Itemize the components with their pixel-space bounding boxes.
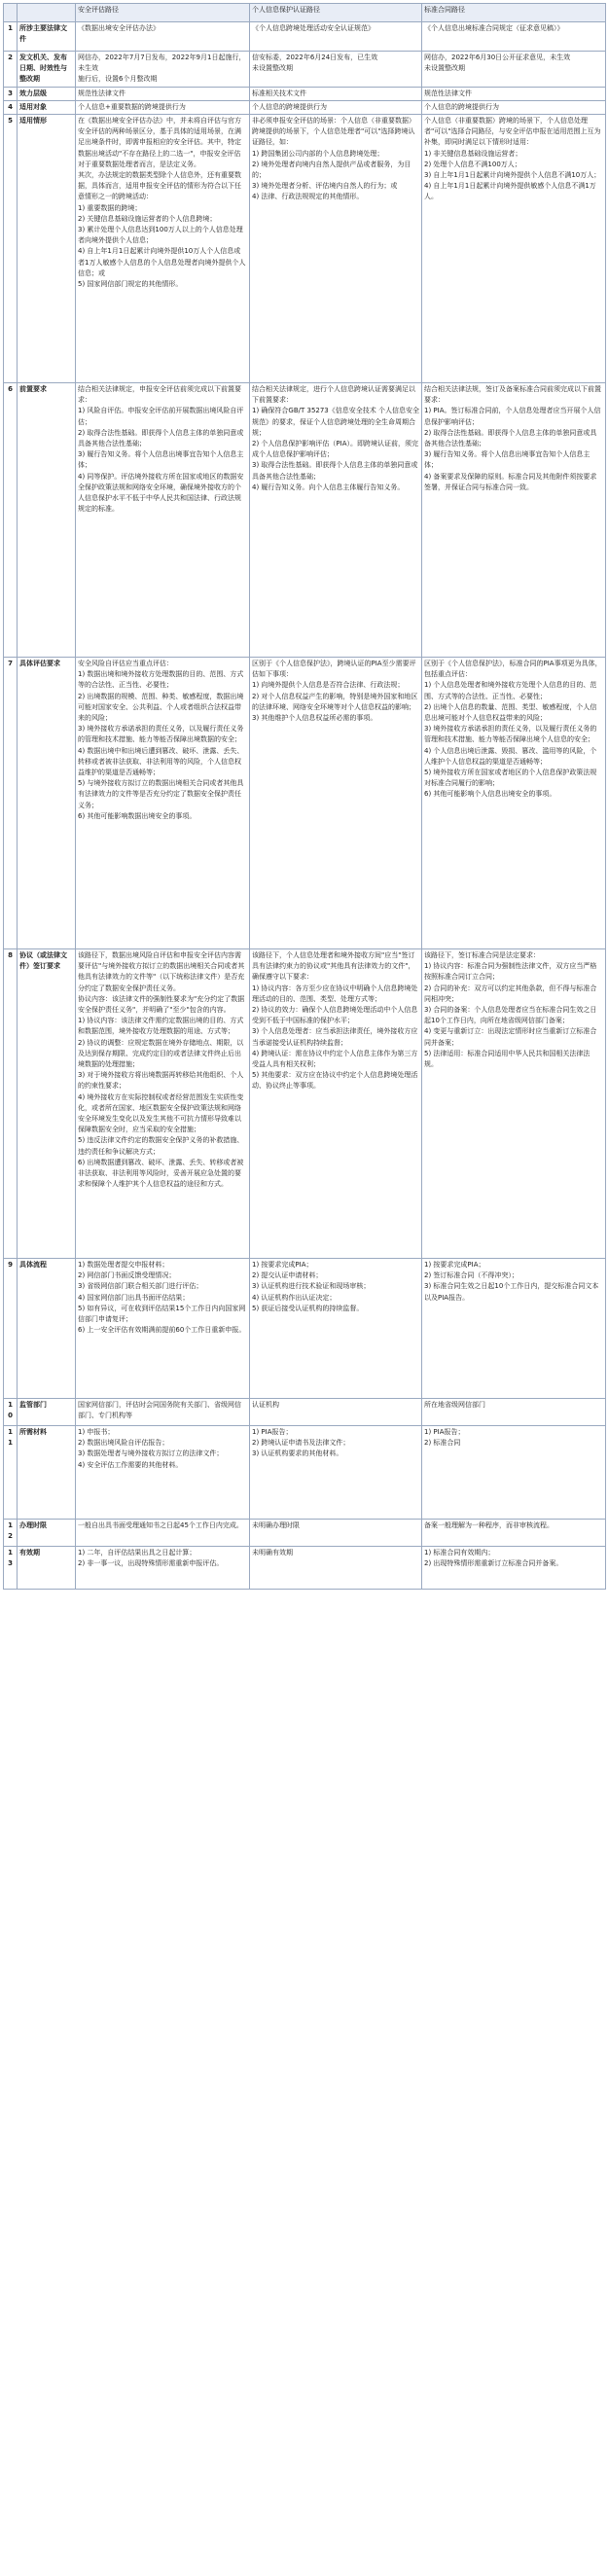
cell-line: 所在地省级网信部门 <box>424 1401 485 1410</box>
cell-line: 1) 确保符合GB/T 35273《信息安全技术 个人信息安全规范》的要求，保证个人信息跨境处理的全生命周期合规； <box>252 407 419 437</box>
row-number: 12 <box>4 1520 18 1547</box>
cell-line: 2) 协议的调整：应规定数据在境外存储地点、期限，以及达到保存期限、完成约定目的或者法律文件终止后出境数据的处理措施； <box>78 1038 244 1069</box>
cell-standard-contract <box>422 949 606 1259</box>
cell-security-assessment <box>76 22 250 52</box>
row-number: 9 <box>4 1259 18 1399</box>
cell-line: 该路径下，数据出境风险自评估和申报安全评估内容需要评估"与境外接收方拟订立的数据出境相关合同或者其他具有法律效力的文件等"（以下统称法律文件）是否充分约定了数据安全保护责任义务。 <box>78 951 245 992</box>
cell-line: 国家网信部门，评估时会同国务院有关部门、省级网信部门、专门机构等 <box>78 1401 241 1420</box>
cell-line: 3) 取得合法性基础。即获得个人信息主体的单独同意或具备其他合法性基础； <box>252 461 418 481</box>
cell-line: 规范性法律文件 <box>424 89 472 97</box>
cell-line: 未明确有效期 <box>252 1549 293 1557</box>
cell-line: 施行后，设置6个月整改期 <box>78 75 158 84</box>
row-label: 前置要求 <box>18 383 76 658</box>
cell-line: 1) 协议内容：该法律文件需约定数据出境的目的、方式和数据范围，境外接收方处理数据的用途、方式等； <box>78 1017 244 1036</box>
cell-standard-contract <box>422 1259 606 1399</box>
cell-line: 5) 国家网信部门规定的其他情形。 <box>78 280 183 289</box>
cell-line: 《个人信息跨境处理活动安全认证规范》 <box>252 24 375 32</box>
cell-line: 网信办，2022年7月7日发布，2022年9月1日起施行，未生效 <box>78 54 246 73</box>
row-number: 1 <box>4 22 18 52</box>
row-label: 办理时限 <box>18 1520 76 1547</box>
cell-line: 3) 累计处理个人信息达到100万人以上的个人信息处理者向境外提供个人信息； <box>78 226 243 245</box>
cell-line: 备案一般理解为一种程序，而非审核流程。 <box>424 1521 554 1530</box>
cell-line: 2) 非一事一议，出现特殊情形需重新申报评估。 <box>78 1559 224 1568</box>
cell-line: 其次，办法规定的数据类型除个人信息外，还有重要数据，具体而言，适用申报安全评估的情形为符合以下任意情形之一的跨境活动： <box>78 171 241 201</box>
cell-line: 1) 协议内容：各方至少应在协议中明确个人信息跨境处理活动的目的、范围、类型、处理方式等； <box>252 984 418 1003</box>
cell-line: 3) 境外接收方承诺承担的责任义务，以及履行责任义务的管理和技术措施、能力等能否保障出境个人信息的安全； <box>424 725 597 744</box>
cell-line: 2) 境外处理者向境内自然人提供产品或者服务，为目的； <box>252 160 411 180</box>
cell-line: 2) 提交认证申请材料； <box>252 1271 323 1280</box>
cell-line: 1) 按要求完成PIA； <box>252 1261 313 1270</box>
cell-security-assessment <box>76 949 250 1259</box>
cell-standard-contract <box>422 115 606 383</box>
cell-line: 1) PIA报告； <box>424 1428 465 1437</box>
cell-security-assessment <box>76 383 250 658</box>
cell-line: 4) 备案要求及保障的原则。标准合同及其他附件须按要求签署，并保证合同与标准合同一致。 <box>424 472 597 491</box>
cell-line: 个人信息（非重要数据）跨境的场景下，个人信息处理者"可以"选择合同路径，与安全评估申报在适用范围上互为补集，即同时满足以下情形时适用： <box>424 117 601 147</box>
cell-line: 5) 法律适用：标准合同适用中华人民共和国相关法律法规。 <box>424 1049 590 1069</box>
cell-line: 4) 个人信息出境后泄露、毁损、篡改、滥用等的风险，个人维护个人信息权益的渠道是否通畅等； <box>424 746 597 766</box>
cell-line: 区别于《个人信息保护法》，跨境认证的PIA至少需要评估如下事项： <box>252 660 416 679</box>
row-label: 所涉主要法律文件 <box>18 22 76 52</box>
header-standard-contract: 标准合同路径 <box>422 4 606 22</box>
row-label: 具体评估要求 <box>18 658 76 949</box>
cell-line: 1) 跨国集团公司内部的个人信息跨境处理； <box>252 149 384 158</box>
cell-line: 4) 境外接收方在实际控制权或者经营范围发生实质性变化，或者所在国家、地区数据安全保护政策法规和网络安全环境发生变化以及发生其他不可抗力情形导致难以保障数据安全时，应当采取的安全措施； <box>78 1092 244 1134</box>
table-row <box>4 100 606 114</box>
cell-line: 区别于《个人信息保护法》，标准合同的PIA事项更为具体，包括重点评估： <box>424 660 602 679</box>
row-label: 所需材料 <box>18 1426 76 1520</box>
cell-certification <box>250 383 422 658</box>
cell-line: 2) 出现特殊情形需重新订立标准合同并备案。 <box>424 1559 563 1568</box>
cell-line: 2) 出境数据的规模、范围、种类、敏感程度，数据出境可能对国家安全、公共利益、个人或者组织合法权益带来的风险； <box>78 692 244 723</box>
cell-line: 5) 违反法律文件约定的数据安全保护义务的补救措施、违约责任和争议解决方式； <box>78 1136 244 1156</box>
cell-line: 6) 其他可能影响数据出境安全的事项。 <box>78 811 197 820</box>
table-body <box>4 22 606 1590</box>
cell-line: 1) 重要数据的跨境； <box>78 203 142 212</box>
cell-line: 规范性法律文件 <box>78 89 125 97</box>
cell-line: 3) 认证机构要求的其他材料。 <box>252 1449 343 1458</box>
cell-security-assessment <box>76 1259 250 1399</box>
table-row <box>4 87 606 100</box>
cell-line: 2) 取得合法性基础。即获得个人信息主体的单独同意或具备其他合法性基础； <box>78 428 244 448</box>
row-number: 6 <box>4 383 18 658</box>
cell-certification <box>250 1426 422 1520</box>
cell-line: 3) 履行告知义务。将个人信息出境事宜告知个人信息主体； <box>78 450 244 470</box>
cell-line: 网信办，2022年6月30日公开征求意见，未生效 <box>424 54 571 61</box>
cell-line: 标准相关技术文件 <box>252 89 306 97</box>
cell-line: 未设置整改期 <box>424 64 465 73</box>
row-label: 监管部门 <box>18 1399 76 1426</box>
row-label: 具体流程 <box>18 1259 76 1399</box>
cell-line: 4) 变更与重新订立：出现法定情形时应当重新订立标准合同并备案； <box>424 1027 597 1047</box>
header-no <box>4 4 18 22</box>
cell-line: 协议内容：该法律文件的强制性要求为"充分约定了数据安全保护责任义务"，并明确了"至少"包含的内容。 <box>78 994 245 1015</box>
cell-line: 3) 对于境外接收方将出境数据再转移给其他组织、个人的约束性要求； <box>78 1071 244 1091</box>
cell-line: 1) 按要求完成PIA； <box>424 1261 485 1270</box>
cell-line: 3) 标准合同生效之日起10个工作日内，提交标准合同文本以及PIA报告。 <box>424 1282 599 1302</box>
cell-line: 1) 二年，自评估结果出具之日起计算； <box>78 1549 197 1557</box>
cell-line: 1) 申报书； <box>78 1428 115 1437</box>
cell-certification <box>250 949 422 1259</box>
cell-line: 3) 自上年1月1日起累计向境外提供个人信息不满10万人； <box>424 171 601 180</box>
row-number: 10 <box>4 1399 18 1426</box>
cell-line: 4) 安全评估工作需要的其他材料。 <box>78 1460 183 1469</box>
cell-certification <box>250 1259 422 1399</box>
row-label: 有效期 <box>18 1547 76 1590</box>
header-certification: 个人信息保护认证路径 <box>250 4 422 22</box>
cell-line: 2) 对个人信息权益产生的影响，特别是境外国家和地区的法律环境、网络安全环境等对个人信息权益的影响； <box>252 692 418 711</box>
cell-line: 3) 个人信息处理者：应当承担法律责任，境外接收方应当承诺接受认证机构持续监督； <box>252 1027 418 1047</box>
table-row <box>4 22 606 52</box>
cell-line: 6) 其他可能影响个人信息出境安全的事项。 <box>424 790 556 799</box>
table-header-row <box>4 4 606 22</box>
cell-line: 非必须申报安全评估的场景：个人信息（非重要数据）跨境提供的场景下，个人信息处理者"可以"选择跨境认证路径，如： <box>252 117 415 147</box>
cell-line: 1) 数据出境和境外接收方处理数据的目的、范围、方式等的合法性、正当性、必要性； <box>78 670 244 690</box>
cell-security-assessment <box>76 658 250 949</box>
cell-line: 4) 国家网信部门出具书面评估结果； <box>78 1293 190 1302</box>
cell-line: 3) 境外处理者分析、评估境内自然人的行为；或 <box>252 182 398 191</box>
cell-line: 2) 合同的补充：双方可以约定其他条款，但不得与标准合同相冲突； <box>424 984 597 1003</box>
cell-line: 5) 与境外接收方拟订立的数据出境相关合同或者其他具有法律效力的文件等是否充分约定了数据安全保护责任义务； <box>78 779 244 809</box>
cell-line: 《个人信息出境标准合同规定（征求意见稿）》 <box>424 24 564 32</box>
cell-security-assessment <box>76 87 250 100</box>
cell-security-assessment <box>76 1520 250 1547</box>
cell-security-assessment <box>76 1399 250 1426</box>
header-label <box>18 4 76 22</box>
cell-certification <box>250 115 422 383</box>
cell-line: 5) 境外接收方所在国家或者地区的个人信息保护政策法规对标准合同履行的影响； <box>424 769 597 788</box>
cell-line: 1) PIA。签订标准合同前，个人信息处理者应当开展个人信息保护影响评估； <box>424 407 601 426</box>
cell-standard-contract <box>422 1426 606 1520</box>
cell-standard-contract <box>422 1520 606 1547</box>
row-label: 效力层级 <box>18 87 76 100</box>
row-number: 4 <box>4 100 18 114</box>
cell-certification <box>250 22 422 52</box>
cell-line: 安全风险自评估应当重点评估： <box>78 660 173 668</box>
cell-line: 2) 关键信息基础设施运营者的个人信息跨境； <box>78 214 217 223</box>
cell-certification <box>250 87 422 100</box>
cell-standard-contract <box>422 658 606 949</box>
row-number: 11 <box>4 1426 18 1520</box>
cell-line: 6) 出境数据遭到篡改、破坏、泄露、丢失、转移或者被非法获取、非法利用等风险时，妥善开展应急处置的要求和保障个人维护其个人信息权益的途径和方式。 <box>78 1158 244 1189</box>
cell-line: 结合相关法律规定，申报安全评估前须完成以下前置要求： <box>78 385 241 405</box>
cell-line: 结合相关法律规定，进行个人信息跨境认证需要满足以下前置要求： <box>252 385 415 405</box>
cell-standard-contract <box>422 383 606 658</box>
cell-line: 3) 履行告知义务。将个人信息出境事宜告知个人信息主体； <box>424 450 590 470</box>
row-number: 3 <box>4 87 18 100</box>
cell-line: 结合相关法律法规，签订及备案标准合同前须完成以下前置要求： <box>424 385 601 405</box>
cell-line: 4) 自上年1月1日起累计向境外提供敏感个人信息不满1万人。 <box>424 182 596 201</box>
row-label: 发文机关、发布日期、时效性与整改期 <box>18 52 76 88</box>
cell-security-assessment <box>76 1547 250 1590</box>
cell-certification <box>250 52 422 88</box>
table-row <box>4 52 606 88</box>
cell-line: 2) 网信部门书面反馈受理情况； <box>78 1271 176 1280</box>
cell-line: 2) 标准合同 <box>424 1439 461 1448</box>
cell-line: 1) 协议内容：标准合同为强制性法律文件，双方应当严格按照标准合同订立合同； <box>424 962 597 982</box>
cell-line: 2) 个人信息保护影响评估（PIA）。即跨境认证前，须完成个人信息保护影响评估； <box>252 440 418 459</box>
cell-standard-contract <box>422 22 606 52</box>
cell-line: 1) 数据处理者提交申报材料； <box>78 1261 169 1270</box>
cell-line: 1) 标准合同有效期内； <box>424 1549 495 1557</box>
cell-line: 5) 获证后接受认证机构的持续监督。 <box>252 1304 364 1312</box>
cell-security-assessment <box>76 52 250 88</box>
cell-line: 6) 上一安全评估有效期满前提前60个工作日重新申报。 <box>78 1326 246 1335</box>
table-row <box>4 949 606 1259</box>
cell-line: 该路径下，签订标准合同是法定要求： <box>424 951 540 960</box>
cell-line: 未明确办理时限 <box>252 1521 300 1530</box>
row-label: 适用情形 <box>18 115 76 383</box>
cell-line: 4) 认证机构作出认证决定； <box>252 1293 337 1302</box>
row-label: 适用对象 <box>18 100 76 114</box>
row-number: 13 <box>4 1547 18 1590</box>
row-label: 协议（或法律文件）签订要求 <box>18 949 76 1259</box>
row-number: 5 <box>4 115 18 383</box>
row-number: 7 <box>4 658 18 949</box>
cell-line: 2) 处理个人信息不满100万人； <box>424 160 521 168</box>
cell-line: 1) 非关键信息基础设施运营者； <box>424 149 522 158</box>
cell-standard-contract <box>422 52 606 88</box>
cell-line: 3) 认证机构进行技术验证和现场审核； <box>252 1282 371 1291</box>
table-row <box>4 1259 606 1399</box>
cell-line: 1) 向境外提供个人信息是否符合法律、行政法规； <box>252 681 405 690</box>
cell-line: 个人信息的跨境提供行为 <box>252 102 327 111</box>
cell-line: 4) 履行告知义务。向个人信息主体履行告知义务。 <box>252 483 405 491</box>
cell-certification <box>250 658 422 949</box>
table-row <box>4 1426 606 1520</box>
table-row <box>4 1547 606 1590</box>
table-row <box>4 115 606 383</box>
cell-line: 信安标委，2022年6月24日发布，已生效 <box>252 54 378 61</box>
table-row <box>4 383 606 658</box>
cell-standard-contract <box>422 87 606 100</box>
cell-line: 4) 同等保护。评估境外接收方所在国家或地区的数据安全保护政策法规和网络安全环境，确保境外接收方的个人信息保护水平不低于中华人民共和国法律、行政法规规定的标准。 <box>78 472 244 514</box>
table-row <box>4 658 606 949</box>
cell-line: 4) 跨境认证：需在协议中约定个人信息主体作为第三方受益人具有相关权利； <box>252 1049 418 1069</box>
cell-security-assessment <box>76 100 250 114</box>
cell-line: 2) 数据出境风险自评估报告； <box>78 1439 169 1448</box>
cell-line: 该路径下，个人信息处理者和境外接收方间"应当"签订具有法律约束力的协议或"其他具有法律效力的文件"，确保遵守以下要求： <box>252 951 415 982</box>
cell-security-assessment <box>76 1426 250 1520</box>
cell-line: 1) 风险自评估。申报安全评估前开展数据出境风险自评估； <box>78 407 244 426</box>
cell-certification <box>250 1547 422 1590</box>
cell-line: 个人信息+重要数据的跨境提供行为 <box>78 102 186 111</box>
cell-certification <box>250 100 422 114</box>
comparison-table <box>3 3 606 1590</box>
cell-certification <box>250 1399 422 1426</box>
cell-line: 3) 境外接收方承诺承担的责任义务，以及履行责任义务的管理和技术措施、能力等能否保障出境数据的安全； <box>78 725 244 744</box>
cell-standard-contract <box>422 1399 606 1426</box>
cell-line: 个人信息的跨境提供行为 <box>424 102 499 111</box>
cell-line: 3) 合同的备案：个人信息处理者应当在标准合同生效之日起10个工作日内，向所在地省级网信部门备案； <box>424 1006 597 1025</box>
cell-line: 4) 法律、行政法规规定的其他情形。 <box>252 193 364 201</box>
cell-line: 2) 协议的效力：确保个人信息跨境处理活动中个人信息受到不低于中国标准的保护水平； <box>252 1006 418 1025</box>
cell-standard-contract <box>422 100 606 114</box>
cell-line: 未设置整改期 <box>252 64 293 73</box>
cell-line: 2) 出境个人信息的数量、范围、类型、敏感程度，个人信息出境可能对个人信息权益带来的风险； <box>424 702 597 723</box>
cell-line: 4) 自上年1月1日起累计向境外提供10万人个人信息或者1万人敏感个人信息的个人信息处理者向境外提供个人信息；或 <box>78 247 246 277</box>
header-security-assessment: 安全评估路径 <box>76 4 250 22</box>
cell-line: 5) 其他要求：双方应在协议中约定个人信息跨境处理活动、协议终止等事项。 <box>252 1071 418 1091</box>
cell-certification <box>250 1520 422 1547</box>
cell-line: 5) 如有异议，可在收到评估结果15个工作日内向国家网信部门申请复评； <box>78 1304 246 1324</box>
cell-line: 4) 数据出境中和出境后遭到篡改、破坏、泄露、丢失、转移或者被非法获取、非法利用等的风险，个人信息权益维护的渠道是否通畅等； <box>78 746 244 777</box>
cell-standard-contract <box>422 1547 606 1590</box>
cell-line: 3) 其他维护个人信息权益所必需的事项。 <box>252 714 377 723</box>
cell-line: 3) 省级网信部门联合相关部门进行评估； <box>78 1282 203 1291</box>
cell-line: 认证机构 <box>252 1401 279 1410</box>
cell-line: 1) PIA报告； <box>252 1428 293 1437</box>
table-row <box>4 1520 606 1547</box>
cell-line: 一般自出具书面受理通知书之日起45个工作日内完成。 <box>78 1521 243 1530</box>
cell-line: 1) 个人信息处理者和境外接收方处理个人信息的目的、范围、方式等的合法性、正当性、必要性； <box>424 681 597 700</box>
cell-security-assessment <box>76 115 250 383</box>
row-number: 8 <box>4 949 18 1259</box>
row-number: 2 <box>4 52 18 88</box>
cell-line: 《数据出境安全评估办法》 <box>78 24 160 32</box>
cell-line: 2) 取得合法性基础。即获得个人信息主体的单独同意或具备其他合法性基础； <box>424 428 597 448</box>
cell-line: 在《数据出境安全评估办法》中，并未将自评估与官方安全评估的两种场景区分，基于具体的适用场景，在满足出境条件时，即需申报相应的安全评估。其中，特定数据出境活动"不存在路径上的二选一"，申报安全评估对于重要数据处理者而言，是法定义务。 <box>78 117 241 168</box>
table-row <box>4 1399 606 1426</box>
cell-line: 2) 跨境认证申请书及法律文件； <box>252 1439 350 1448</box>
cell-line: 3) 数据处理者与境外接收方拟订立的法律文件； <box>78 1449 224 1458</box>
cell-line: 2) 签订标准合同（不得冲突）； <box>424 1271 519 1280</box>
